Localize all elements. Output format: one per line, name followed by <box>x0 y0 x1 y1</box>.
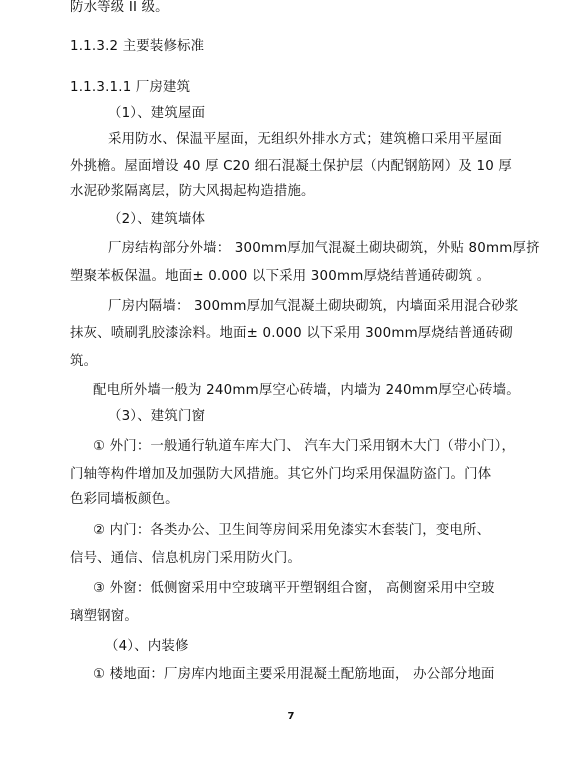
subheading-walls: （2）、建筑墙体 <box>108 212 206 227</box>
paragraph-line: 水泥砂浆隔离层，防大风揭起构造措施。 <box>70 184 315 199</box>
subheading-doors-windows: （3）、建筑门窗 <box>108 409 206 424</box>
section-heading-1-1-3-2: 1.1.3.2 主要装修标准 <box>70 39 205 54</box>
paragraph-line: 抹灰、喷刷乳胶漆涂料。地面± 0.000 以下采用 300mm厚烧结普通砖砌 <box>70 326 513 341</box>
paragraph-line: 筑。 <box>70 354 98 369</box>
paragraph-line: ② 内门：各类办公、卫生间等房间采用免漆实木套装门，变电所、 <box>93 523 491 538</box>
paragraph-line: 厂房内隔墙： 300mm厚加气混凝土砌块砌筑，内墙面采用混合砂浆 <box>108 299 519 314</box>
paragraph-line: 信号、通信、信息机房门采用防火门。 <box>70 551 302 566</box>
paragraph-line: 外挑檐。屋面增设 40 厚 C20 细石混凝土保护层（内配钢筋网）及 10 厚 <box>70 159 512 174</box>
section-heading-1-1-3-1-1: 1.1.3.1.1 厂房建筑 <box>70 80 191 95</box>
paragraph-line: 塑聚苯板保温。地面± 0.000 以下采用 300mm厚烧结普通砖砌筑 。 <box>70 269 491 284</box>
paragraph-line: 璃塑钢窗。 <box>70 609 138 624</box>
paragraph-line: ① 外门：一般通行轨道车库大门、 汽车大门采用钢木大门（带小门）， <box>93 439 516 454</box>
paragraph-line: 厂房结构部分外墙： 300mm厚加气混凝土砌块砌筑，外贴 80mm厚挤 <box>108 241 540 256</box>
paragraph-line: 色彩同墙板颜色。 <box>70 492 179 507</box>
paragraph-line: ① 楼地面：厂房库内地面主要采用混凝土配筋地面， 办公部分地面 <box>93 667 495 682</box>
paragraph-line: 采用防水、保温平屋面，无组织外排水方式；建筑檐口采用平屋面 <box>108 132 503 147</box>
page-number: 7 <box>287 711 295 722</box>
subheading-interior: （4）、内装修 <box>105 639 189 654</box>
paragraph-line: ③ 外窗：低侧窗采用中空玻璃平开塑钢组合窗， 高侧窗采用中空玻 <box>93 581 495 596</box>
paragraph-line: 配电所外墙一般为 240mm厚空心砖墙，内墙为 240mm厚空心砖墙。 <box>93 383 520 398</box>
text-line-waterproof-grade: 防水等级 II 级。 <box>70 0 169 15</box>
subheading-roof: （1）、建筑屋面 <box>108 106 206 121</box>
paragraph-line: 门轴等构件增加及加强防大风措施。其它外门均采用保温防盗门。门体 <box>70 467 492 482</box>
